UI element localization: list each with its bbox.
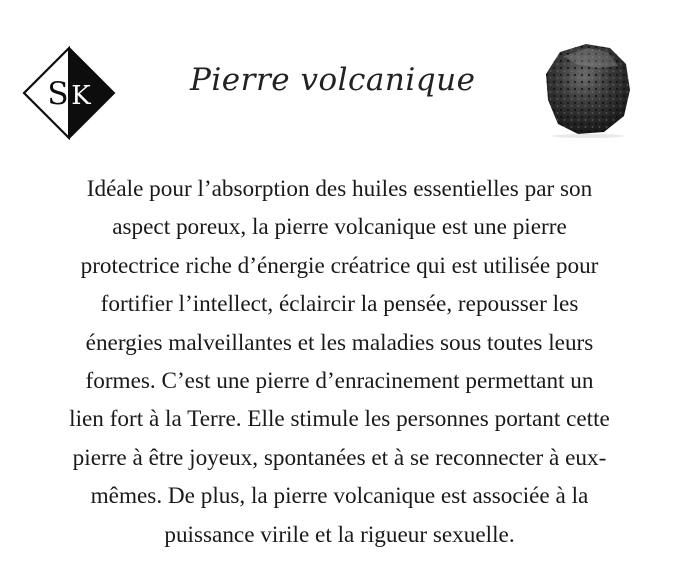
page-title: Pierre volcanique bbox=[190, 62, 476, 98]
volcanic-stone-photo-icon bbox=[538, 38, 638, 138]
sk-diamond-logo-icon bbox=[22, 46, 116, 140]
description-line: Idéale pour l’absorption des huiles essentielles par son bbox=[86, 176, 593, 202]
description-line: puissance virile et la rigueur sexuelle. bbox=[164, 521, 515, 548]
description-line: énergies malveillantes et les maladies sous toutes leurs bbox=[85, 329, 594, 356]
description-line: lien fort à la Terre. Elle stimule les personnes portant cette bbox=[69, 406, 610, 433]
description-line: protectrice riche d’énergie créatrice qui est utilisée pour bbox=[80, 252, 599, 279]
description-line: formes. C’est une pierre d’enracinement permettant un bbox=[85, 368, 594, 395]
description-paragraph bbox=[0, 170, 679, 554]
description-line: fortifier l’intellect, éclaircir la pensée, repousser les bbox=[100, 291, 579, 318]
volcanic-stone-image bbox=[538, 38, 638, 138]
sk-logo bbox=[22, 46, 116, 140]
description-line: mêmes. De plus, la pierre volcanique est associée à la bbox=[90, 483, 589, 510]
description-line: aspect poreux, la pierre volcanique est une pierre bbox=[112, 214, 567, 241]
logo-letter-s: S bbox=[47, 76, 69, 112]
description-line: pierre à être joyeux, spontanées et à se reconnecter à eux- bbox=[72, 444, 607, 471]
logo-letter-k: K bbox=[71, 81, 91, 111]
